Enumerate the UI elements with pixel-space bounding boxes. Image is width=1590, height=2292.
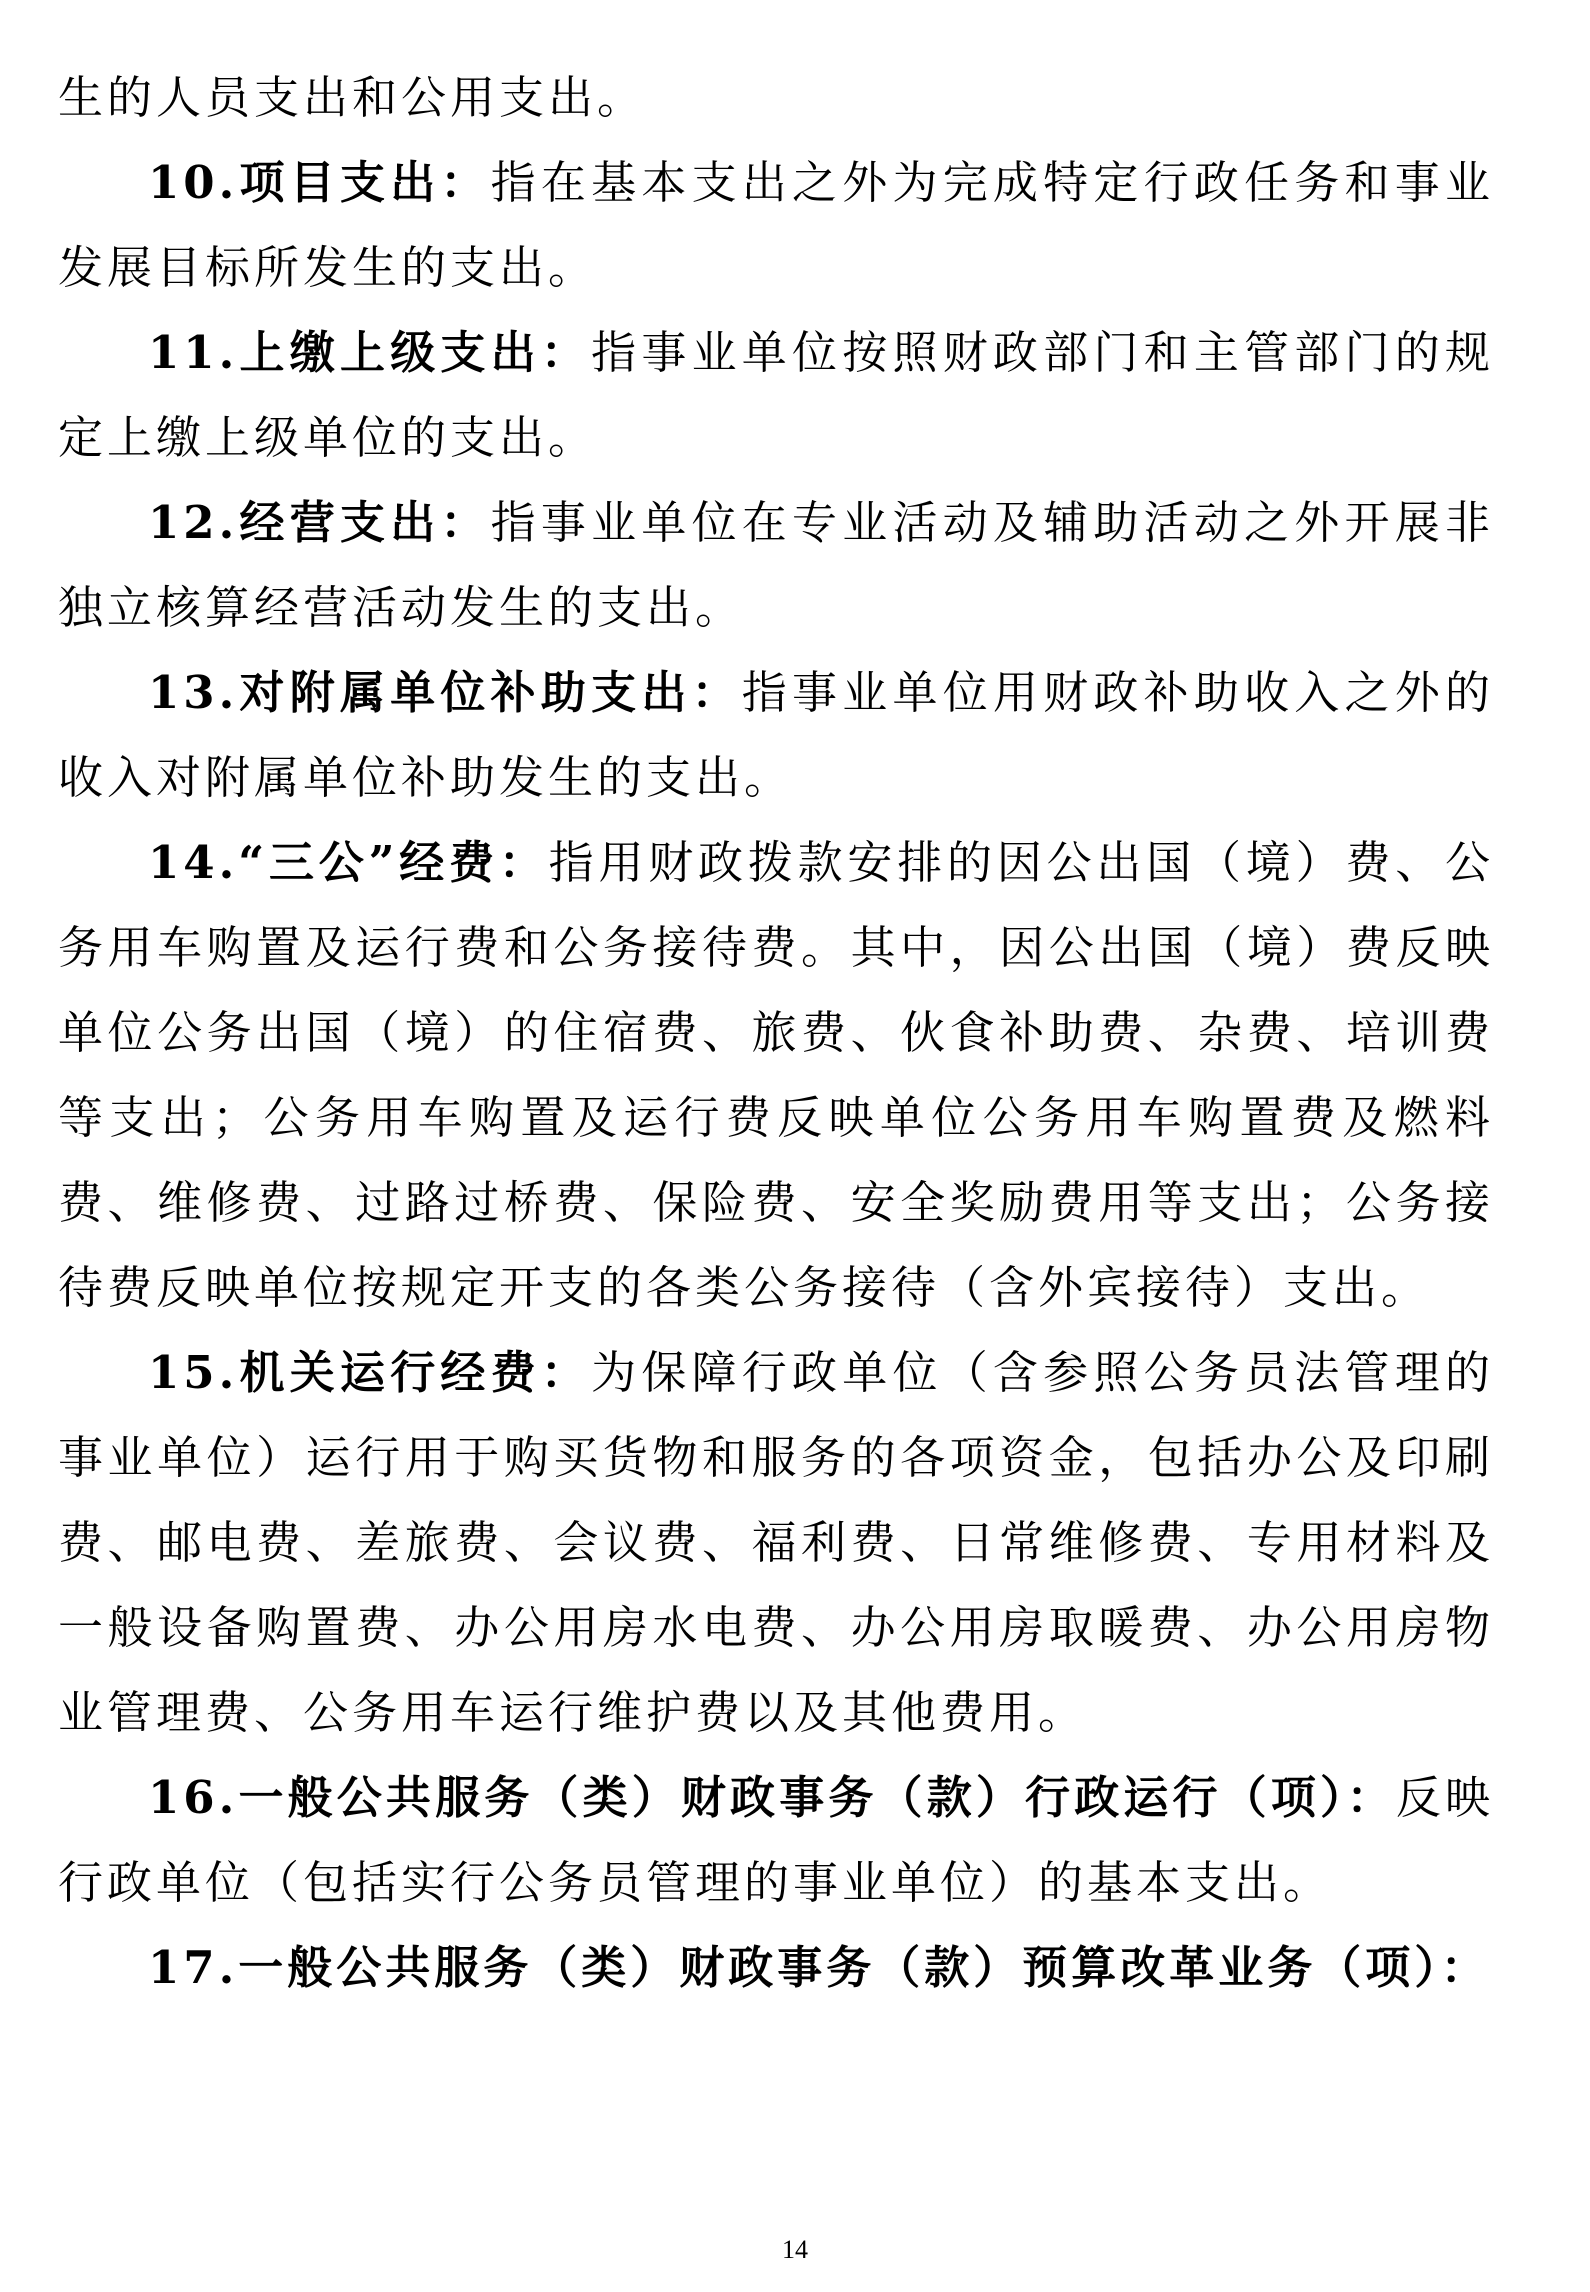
paragraph-body: 指在基本支出之外为完成特定行政任务和事业发展目标所发生的支出。	[58, 156, 1494, 294]
paragraph-body: 为保障行政单位（含参照公务员法管理的事业单位）运行用于购买货物和服务的各项资金，包括办公及印刷费、邮电费、差旅费、会议费、福利费、日常维修费、专用材料及一般设备购置费、办公用房水电费、办公用房取暖费、办公用房物业管理费、公务用车运行维护费以及其他费用。	[58, 1346, 1494, 1739]
paragraph-body: 反映行政单位（包括实行公务员管理的事业单位）的基本支出。	[58, 1771, 1494, 1909]
document-page	[58, 55, 1494, 2010]
paragraph-continuation	[58, 55, 1494, 140]
paragraph-item-15	[58, 1330, 1494, 1755]
paragraph-body: 指事业单位用财政补助收入之外的收入对附属单位补助发生的支出。	[58, 666, 1494, 804]
term-heading: 12.经营支出：	[148, 496, 491, 549]
term-heading: 16.一般公共服务（类）财政事务（款）行政运行（项）：	[148, 1771, 1396, 1824]
paragraph-body: 指事业单位在专业活动及辅助活动之外开展非独立核算经营活动发生的支出。	[58, 496, 1494, 634]
term-heading: 17.一般公共服务（类）财政事务（款）预算改革业务（项）：	[148, 1941, 1490, 1994]
paragraph-item-16	[58, 1755, 1494, 1925]
page-number: 14	[782, 2235, 808, 2264]
paragraph-body: 指用财政拨款安排的因公出国（境）费、公务用车购置及运行费和公务接待费。其中，因公出国（境）费反映单位公务出国（境）的住宿费、旅费、伙食补助费、杂费、培训费等支出；公务用车购置及运行费反映单位公务用车购置费及燃料费、维修费、过路过桥费、保险费、安全奖励费用等支出；公务接待费反映单位按规定开支的各类公务接待（含外宾接待）支出。	[58, 836, 1494, 1314]
term-heading: 13.对附属单位补助支出：	[148, 666, 742, 719]
paragraph-item-13	[58, 650, 1494, 820]
term-heading: 10.项目支出：	[148, 156, 491, 209]
term-heading: 11.上缴上级支出：	[148, 326, 592, 379]
paragraph-item-10	[58, 140, 1494, 310]
term-heading: 15.机关运行经费：	[148, 1346, 592, 1399]
paragraph-item-17	[58, 1925, 1494, 2010]
paragraph-item-11	[58, 310, 1494, 480]
paragraph-item-14	[58, 820, 1494, 1330]
paragraph-item-12	[58, 480, 1494, 650]
term-heading: 14.“三公”经费：	[148, 836, 549, 889]
paragraph-body: 生的人员支出和公用支出。	[58, 71, 647, 124]
paragraph-body: 指事业单位按照财政部门和主管部门的规定上缴上级单位的支出。	[58, 326, 1494, 464]
